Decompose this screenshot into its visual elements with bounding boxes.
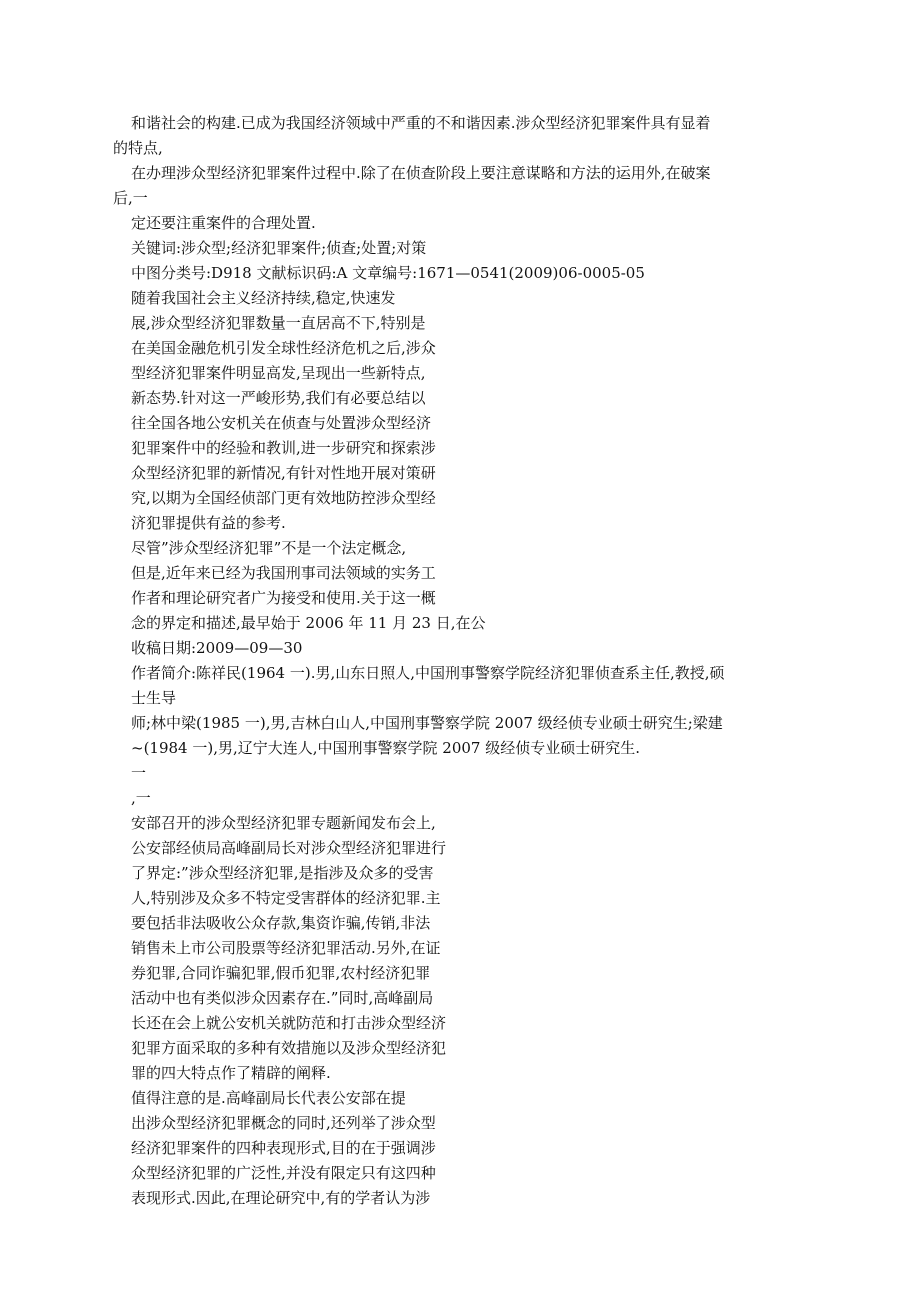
text-line: 但是,近年来已经为我国刑事司法领域的实务工	[131, 564, 436, 582]
text-line: 济犯罪提供有益的参考.	[131, 514, 286, 532]
text-line: 中图分类号:D918 文献标识码:A 文章编号:1671—0541(2009)06-0005-05	[131, 264, 645, 282]
text-line: 销售未上市公司股票等经济犯罪活动.另外,在证	[131, 939, 441, 957]
text-line: 和谐社会的构建.已成为我国经济领域中严重的不和谐因素.涉众型经济犯罪案件具有显着	[131, 114, 711, 132]
text-line: 经济犯罪案件的四种表现形式,目的在于强调涉	[131, 1139, 436, 1157]
text-line: 出涉众型经济犯罪概念的同时,还列举了涉众型	[131, 1114, 436, 1132]
text-line: 安部召开的涉众型经济犯罪专题新闻发布会上,	[131, 814, 436, 832]
text-line: 公安部经侦局高峰副局长对涉众型经济犯罪进行	[131, 839, 447, 857]
text-line: 犯罪方面采取的多种有效措施以及涉众型经济犯	[131, 1039, 447, 1057]
text-line: 作者和理论研究者广为接受和使用.关于这一概	[131, 589, 436, 607]
text-line: 随着我国社会主义经济持续,稳定,快速发	[131, 289, 396, 307]
text-line: 犯罪案件中的经验和教训,进一步研究和探索涉	[131, 439, 436, 457]
text-line: 关键词:涉众型;经济犯罪案件;侦查;处置;对策	[131, 239, 427, 257]
text-line: ~(1984 一),男,辽宁大连人,中国刑事警察学院 2007 级经侦专业硕士研究生.	[131, 739, 640, 757]
text-line: 后,一	[113, 189, 148, 207]
text-line: 一	[131, 764, 147, 782]
text-line: 究,以期为全国经侦部门更有效地防控涉众型经	[131, 489, 436, 507]
text-line: 师;林中梁(1985 一),男,吉林白山人,中国刑事警察学院 2007 级经侦专业硕士研究生;梁建	[131, 714, 723, 732]
text-line: 要包括非法吸收公众存款,集资诈骗,传销,非法	[131, 914, 431, 932]
text-line: 罪的四大特点作了精辟的阐释.	[131, 1064, 331, 1082]
text-line: 表现形式.因此,在理论研究中,有的学者认为涉	[131, 1189, 431, 1207]
text-line: 券犯罪,合同诈骗犯罪,假币犯罪,农村经济犯罪	[131, 964, 431, 982]
text-line: 在办理涉众型经济犯罪案件过程中.除了在侦查阶段上要注意谋略和方法的运用外,在破案	[131, 164, 711, 182]
text-line: 往全国各地公安机关在侦查与处置涉众型经济	[131, 414, 432, 432]
text-line: 尽管”涉众型经济犯罪”不是一个法定概念,	[131, 539, 407, 557]
text-line: 在美国金融危机引发全球性经济危机之后,涉众	[131, 339, 436, 357]
text-line: 长还在会上就公安机关就防范和打击涉众型经济	[131, 1014, 447, 1032]
text-line: 作者简介:陈祥民(1964 一).男,山东日照人,中国刑事警察学院经济犯罪侦查系主任,教授,硕	[131, 664, 725, 682]
text-line: 的特点,	[113, 139, 163, 157]
text-line: 念的界定和描述,最早始于 2006 年 11 月 23 日,在公	[131, 614, 486, 632]
text-line: 了界定:”涉众型经济犯罪,是指涉及众多的受害	[131, 864, 434, 882]
text-line: 人,特别涉及众多不特定受害群体的经济犯罪.主	[131, 889, 441, 907]
text-line: 型经济犯罪案件明显高发,呈现出一些新特点,	[131, 364, 426, 382]
text-line: 展,涉众型经济犯罪数量一直居高不下,特别是	[131, 314, 426, 332]
text-line: 众型经济犯罪的新情况,有针对性地开展对策研	[131, 464, 436, 482]
text-line: ,一	[131, 789, 151, 807]
text-line: 众型经济犯罪的广泛性,并没有限定只有这四种	[131, 1164, 436, 1182]
text-line: 士生导	[131, 689, 177, 707]
text-line: 活动中也有类似涉众因素存在.”同时,高峰副局	[131, 989, 434, 1007]
text-line: 值得注意的是.高峰副局长代表公安部在提	[131, 1089, 406, 1107]
text-line: 收稿日期:2009—09—30	[131, 639, 303, 657]
text-line: 新态势.针对这一严峻形势,我们有必要总结以	[131, 389, 426, 407]
text-line: 定还要注重案件的合理处置.	[131, 214, 316, 232]
